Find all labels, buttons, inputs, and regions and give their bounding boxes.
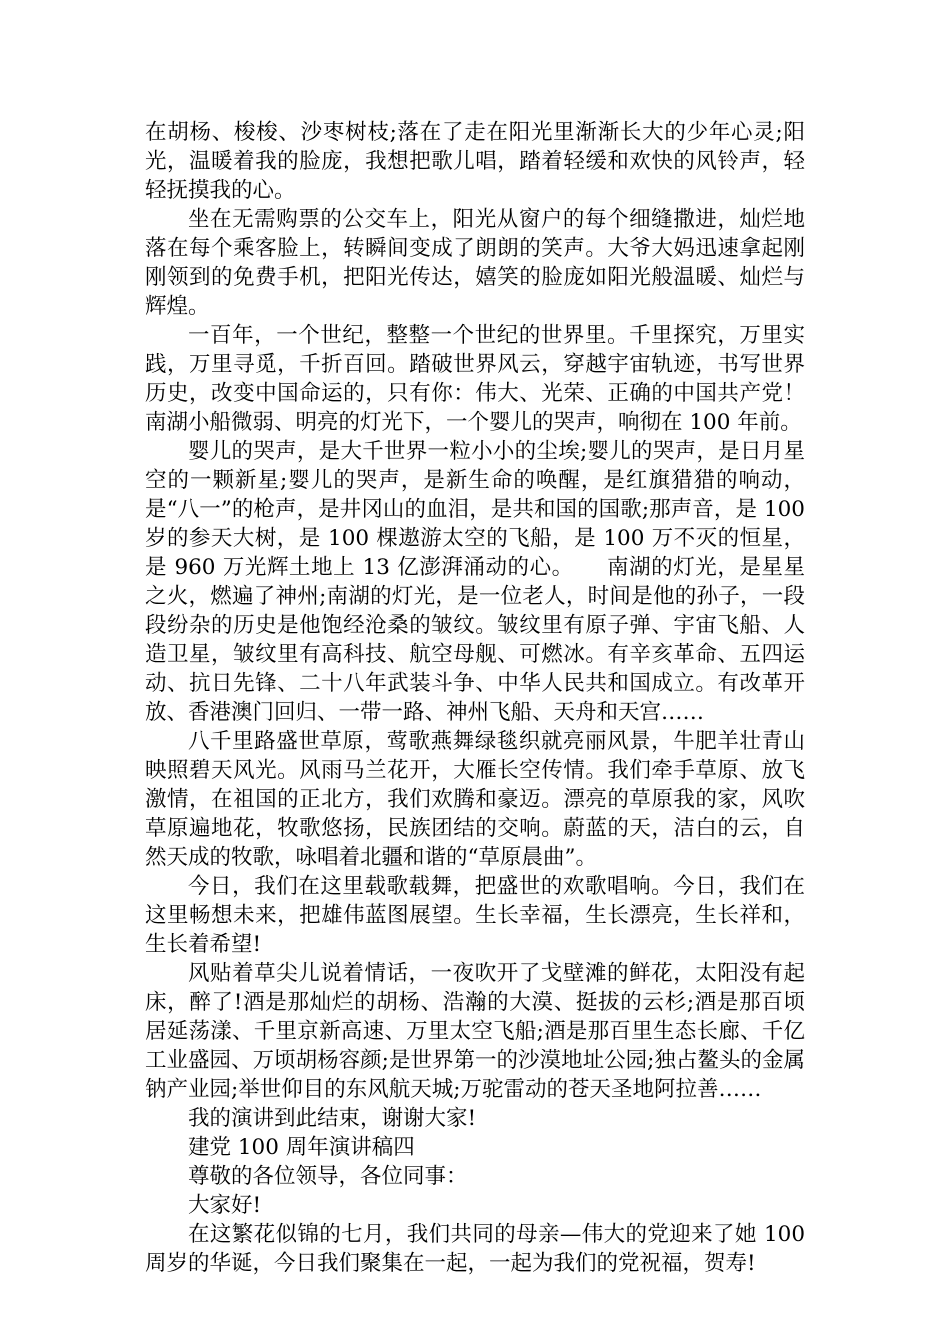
paragraph-wind: 风贴着草尖儿说着情话，一夜吹开了戈壁滩的鲜花，太阳没有起床，醉了!酒是那灿烂的胡杨、浩瀚的大漠、挺拔的云杉;酒是那百顷居延荡漾、千里京新高速、万里太空飞船;酒是那百里生态长廊、千亿工业盛园、万顷胡杨容颜;是世界第一的沙漠地址公园;独占鳌头的金属钠产业园;举世仰目的东风航天城;万驼雷动的苍天圣地阿拉善…… <box>145 961 805 1102</box>
salutation: 尊敬的各位领导，各位同事： <box>188 1164 468 1189</box>
section-heading: 建党 100 周年演讲稿四 <box>188 1135 415 1160</box>
paragraph-closing: 我的演讲到此结束，谢谢大家! <box>188 1106 477 1131</box>
paragraph-bus: 坐在无需购票的公交车上，阳光从窗户的每个细缝撒进，灿烂地落在每个乘客脸上，转瞬间变成了朗朗的笑声。大爷大妈迅速拿起刚刚领到的免费手机，把阳光传达，嬉笑的脸庞如阳光般温暖、灿烂与辉煌。 <box>145 207 805 319</box>
paragraph-sunlight: 在胡杨、梭梭、沙枣树枝;落在了走在阳光里渐渐长大的少年心灵;阳光，温暖着我的脸庞，我想把歌儿唱，踏着轻缓和欢快的风铃声，轻轻抚摸我的心。 <box>145 120 805 203</box>
paragraph-century: 一百年，一个世纪，整整一个世纪的世界里。千里探究，万里实践，万里寻觅，千折百回。踏破世界风云，穿越宇宙轨迹，书写世界历史，改变中国命运的，只有你：伟大、光荣、正确的中国共产党！ 南湖小船微弱、明亮的灯光下，一个婴儿的哭声，响彻在 100 年前。 <box>145 323 849 435</box>
paragraph-today: 今日，我们在这里载歌载舞，把盛世的欢歌唱响。今日，我们在这里畅想未来，把雄伟蓝图展望。生长幸福，生长漂亮，生长祥和，生长着希望! <box>145 874 805 957</box>
paragraph-july: 在这繁花似锦的七月，我们共同的母亲—伟大的党迎来了她 100 周岁的华诞，今日我们聚集在一起，一起为我们的党祝福，贺寿! <box>145 1222 805 1276</box>
paragraph-grassland: 八千里路盛世草原，莺歌燕舞绿毯织就亮丽风景，牛肥羊壮青山映照碧天风光。风雨马兰花开，大雁长空传情。我们牵手草原、放飞激情，在祖国的正北方，我们欢腾和豪迈。漂亮的草原我的家，风吹草原遍地花，牧歌悠扬，民族团结的交响。蔚蓝的天，洁白的云，自然天成的牧歌，咏唱着北疆和谐的“草原晨曲”。 <box>145 729 805 870</box>
paragraph-baby-cry: 婴儿的哭声，是大千世界一粒小小的尘埃;婴儿的哭声，是日月星空的一颗新星;婴儿的哭声，是新生命的唤醒，是红旗猎猎的响动，是“八一”的枪声，是井冈山的血泪，是共和国的国歌;那声音，是 100 岁的参天大树，是 100 棵遨游太空的飞船，是 100 万不灭的恒星，是 960 万光辉土地上 13 亿澎湃涌动的心。 南湖的灯光，是星星之火，燃遍了神州;南湖的灯光，是一位老人，时间是他的孙子，一段段纷杂的历史是他饱经沧桑的皱纹。皱纹里有原子弹、宇宙飞船、人造卫星，皱纹里有高科技、航空母舰、可燃冰。有辛亥革命、五四运动、抗日先锋、二十八年武装斗争、中华人民共和国成立。有改革开放、香港澳门回归、一带一路、神州飞船、天舟和天宫…… <box>145 439 805 725</box>
document-page <box>145 118 849 1278</box>
greeting: 大家好! <box>188 1193 262 1218</box>
